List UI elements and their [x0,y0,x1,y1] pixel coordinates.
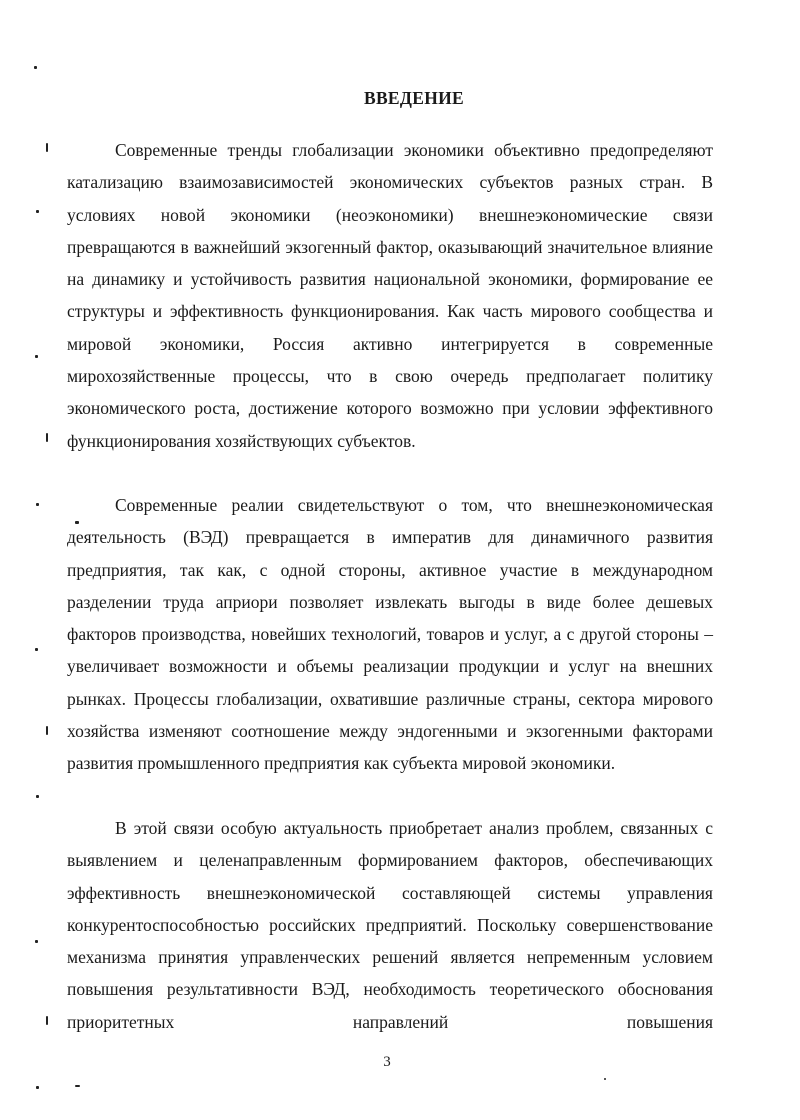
scan-speck [46,143,48,152]
scan-speck [75,521,79,524]
scan-speck [46,726,48,735]
scan-speck [36,1086,39,1089]
paragraph-3: В этой связи особую актуальность приобретает анализ проблем, связанных с выявлением и целенаправленным формированием факторов, обеспечивающих эффективность внешнеэкономической составляющей системы управления конкурентоспособностью российских предприятий. Поскольку совершенствование механизма принятия управленческих решений является непременным условием повышения результативности ВЭД, необходимость теоретического обоснования приоритетных направлений повышения [67,818,713,1032]
section-title: ВВЕДЕНИЕ [363,87,465,108]
scan-speck [36,210,39,213]
scan-speck [46,433,48,442]
scan-speck [35,940,38,943]
scan-speck [36,503,39,506]
scan-speck [75,1085,80,1087]
paragraph-1: Современные тренды глобализации экономики объективно предопределяют катализацию взаимозависимостей экономических субъектов разных стран. В условиях новой экономики (неоэкономики) внешнеэкономические связи превращаются в важнейший экзогенный фактор, оказывающий значительное влияние на динамику и устойчивость развития национальной экономики, формирование ее структуры и эффективность функционирования. Как часть мирового сообщества и мировой экономики, Россия активно интегрируется в современные мирохозяйственные процессы, что в свою очередь предполагает политику экономического роста, достижение которого возможно при условии эффективного функционирования хозяйствующих субъектов. [67,140,713,451]
scan-speck [604,1078,606,1080]
scan-speck [46,1016,48,1025]
scan-speck [35,355,38,358]
scan-speck [35,648,38,651]
paragraph-2: Современные реалии свидетельствуют о том, что внешнеэкономическая деятельность (ВЭД) превращается в императив для динамичного развития предприятия, так как, с одной стороны, активное участие в международном разделении труда априори позволяет извлекать выгоды в виде более дешевых факторов производства, новейших технологий, товаров и услуг, а с другой стороны – увеличивает возможности и объемы реализации продукции и услуг на внешних рынках. Процессы глобализации, охватившие различные страны, сектора мирового хозяйства изменяют соотношение между эндогенными и экзогенными факторами развития промышленного предприятия как субъекта мировой экономики. [67,495,713,774]
page-number: 3 [383,1054,391,1070]
scan-speck [34,66,37,69]
scan-speck [36,795,39,798]
